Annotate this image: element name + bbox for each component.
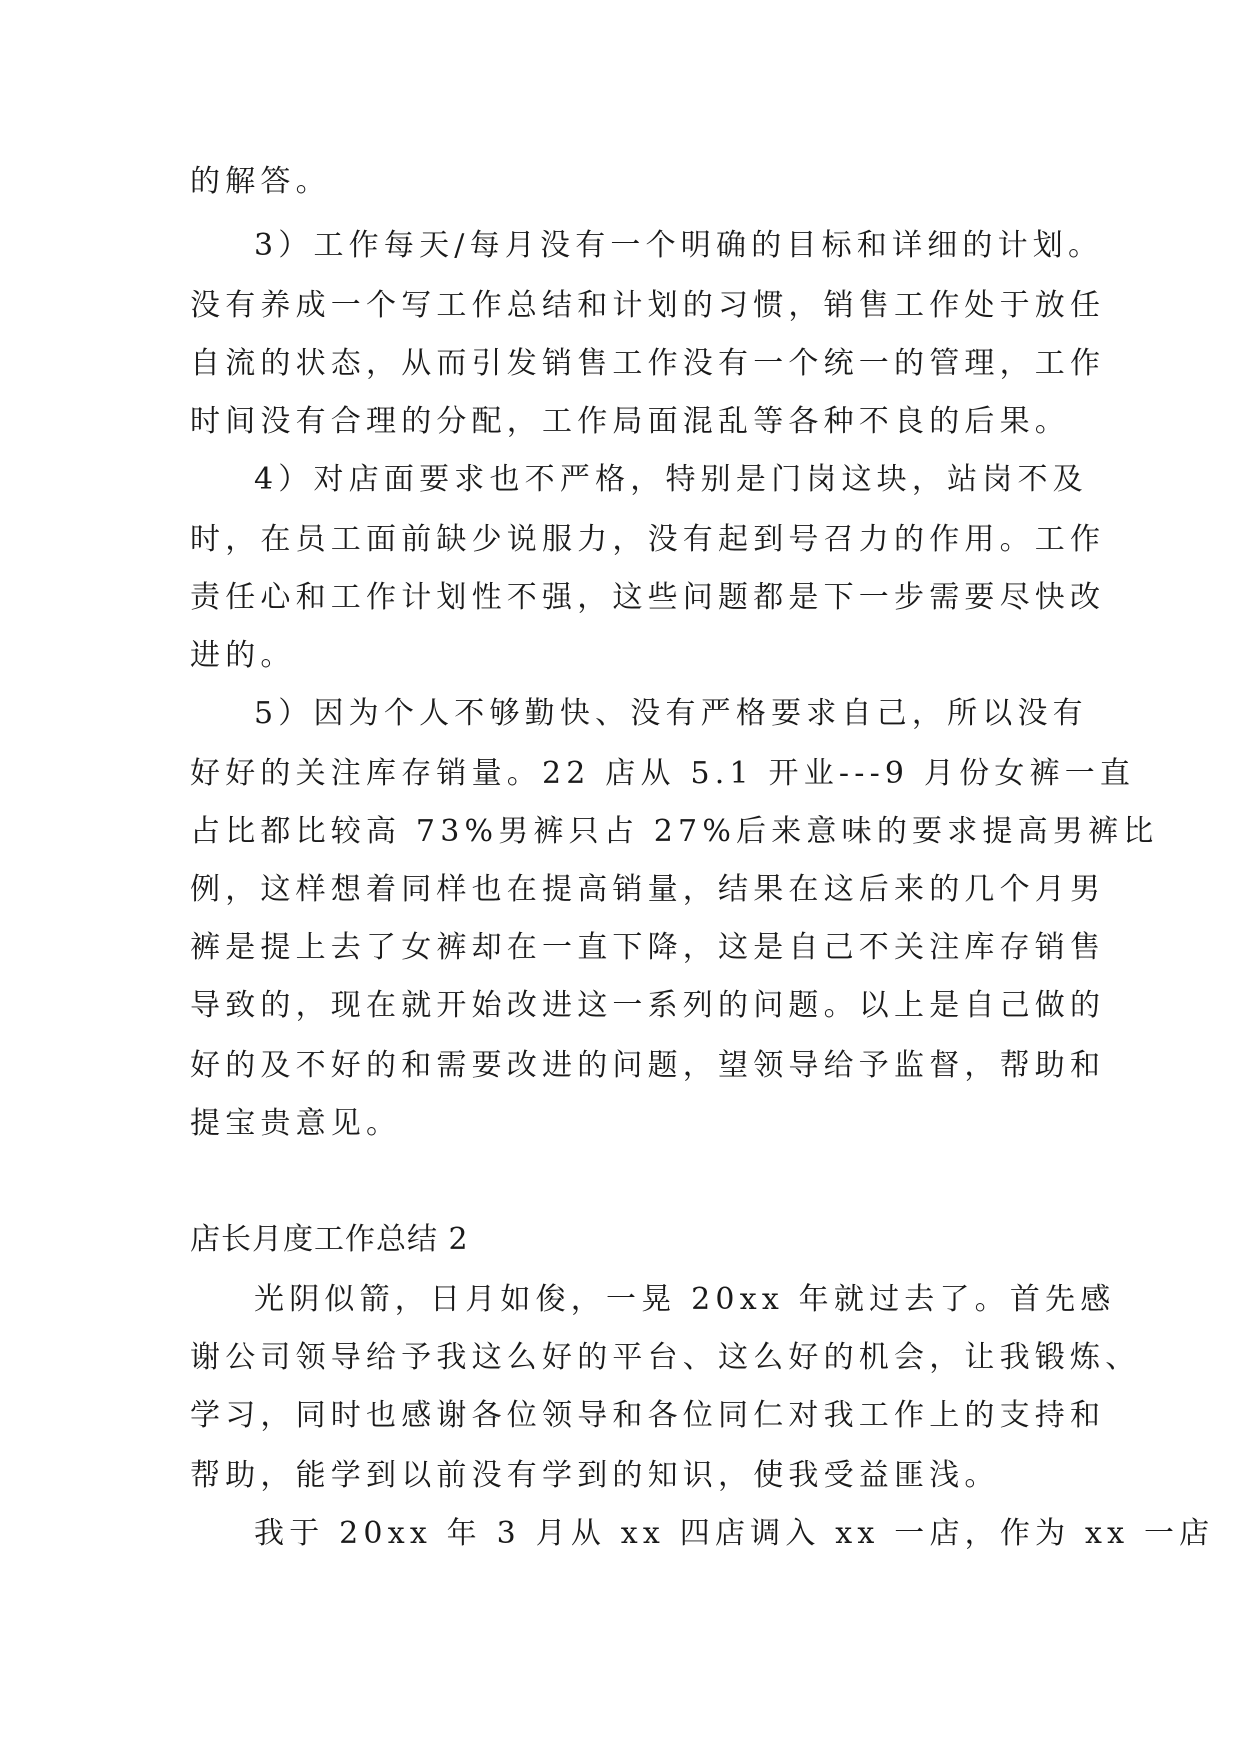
text-line: 时间没有合理的分配，工作局面混乱等各种不良的后果。: [190, 404, 1070, 439]
text-line: 没有养成一个写工作总结和计划的习惯，销售工作处于放任: [190, 288, 1106, 323]
text-line: 提宝贵意见。: [190, 1106, 402, 1141]
text-line: 3）工作每天/每月没有一个明确的目标和详细的计划。: [254, 228, 1104, 263]
text-line: 光阴似箭，日月如俊，一晃 20xx 年就过去了。首先感: [254, 1282, 1116, 1317]
text-line: 责任心和工作计划性不强，这些问题都是下一步需要尽快改: [190, 580, 1106, 615]
text-line: 5）因为个人不够勤快、没有严格要求自己，所以没有: [254, 696, 1088, 731]
text-line: 导致的，现在就开始改进这一系列的问题。以上是自己做的: [190, 988, 1106, 1023]
text-line: 帮助，能学到以前没有学到的知识，使我受益匪浅。: [190, 1458, 1000, 1493]
text-line: 学习，同时也感谢各位领导和各位同仁对我工作上的支持和: [190, 1398, 1106, 1433]
text-line: 我于 20xx 年 3 月从 xx 四店调入 xx 一店，作为 xx 一店: [254, 1516, 1215, 1551]
text-line: 占比都比较高 73%男裤只占 27%后来意味的要求提高男裤比: [190, 814, 1159, 849]
text-line: 时，在员工面前缺少说服力，没有起到号召力的作用。工作: [190, 522, 1106, 557]
text-line: 4）对店面要求也不严格，特别是门岗这块，站岗不及: [254, 462, 1088, 497]
text-line: 例，这样想着同样也在提高销量，结果在这后来的几个月男: [190, 872, 1106, 907]
section-heading: 店长月度工作总结 2: [190, 1222, 469, 1257]
text-line: 好的及不好的和需要改进的问题，望领导给予监督，帮助和: [190, 1048, 1106, 1083]
text-line: 自流的状态，从而引发销售工作没有一个统一的管理，工作: [190, 346, 1106, 381]
text-line: 裤是提上去了女裤却在一直下降，这是自己不关注库存销售: [190, 930, 1106, 965]
text-line: 的解答。: [190, 164, 331, 199]
text-line: 进的。: [190, 638, 296, 673]
text-line: 谢公司领导给予我这么好的平台、这么好的机会，让我锻炼、: [190, 1340, 1141, 1375]
text-line: 好好的关注库存销量。22 店从 5.1 开业---9 月份女裤一直: [190, 756, 1136, 791]
